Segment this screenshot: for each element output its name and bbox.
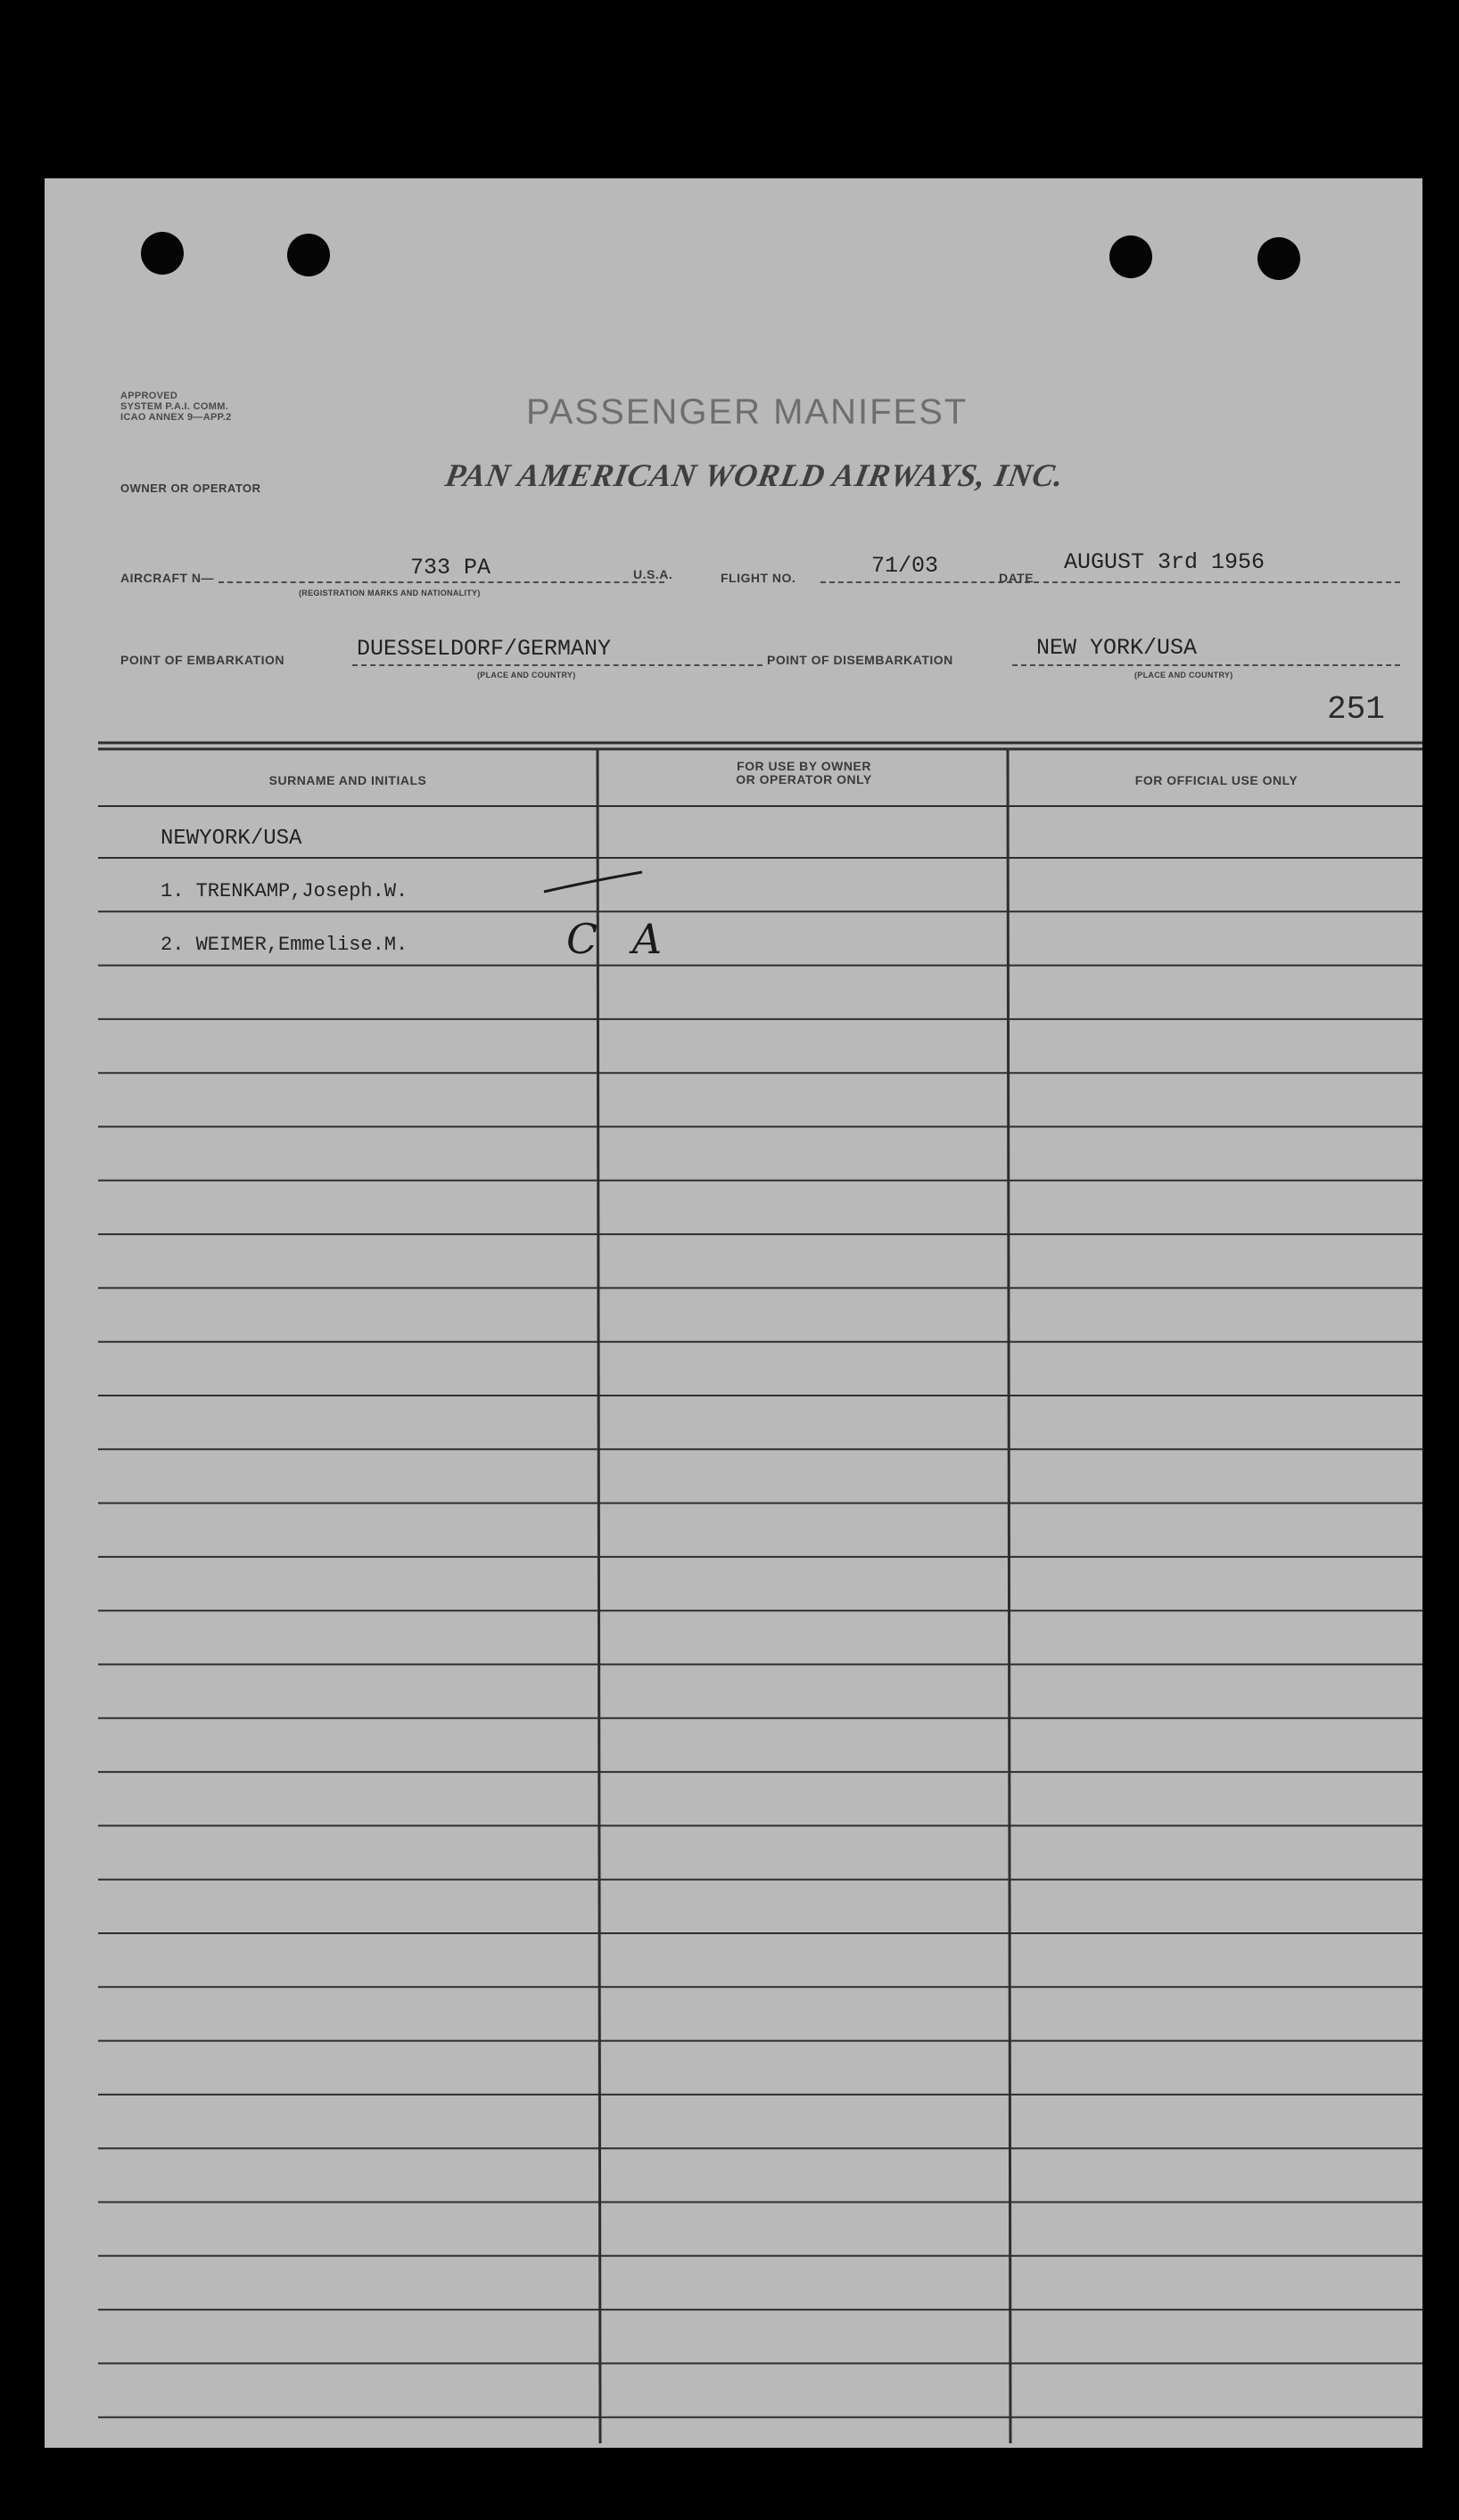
column-header-official-use: FOR OFFICIAL USE ONLY [1134,773,1298,787]
flight-label: FLIGHT NO. [721,571,796,585]
disembark-sublabel: (PLACE AND COUNTRY) [1134,671,1233,679]
embark-value: DUESSELDORF/GERMANY [357,636,612,662]
aircraft-label: AIRCRAFT N— [120,571,215,585]
destination-heading: NEWYORK/USA [161,827,302,851]
aircraft-sublabel: (REGISTRATION MARKS AND NATIONALITY) [299,589,481,597]
manifest-title: PASSENGER MANIFEST [526,392,969,432]
passenger-row-2: 2. WEIMER,Emmelise.M. [161,934,408,956]
owner-value: PAN AMERICAN WORLD AIRWAYS, INC. [442,457,1067,493]
column-header-owner-use: FOR USE BY OWNER OR OPERATOR ONLY [736,759,872,786]
column-header-surname: SURNAME AND INITIALS [268,773,427,787]
page-number: 251 [1327,691,1385,728]
disembark-value: NEW YORK/USA [1036,635,1198,661]
date-label: DATE [999,571,1034,585]
owner-label: OWNER OR OPERATOR [120,482,261,495]
handwritten-mark: C A [566,915,673,963]
manifest-table-grid [45,178,1422,2448]
approval-note: APPROVED SYSTEM P.A.I. COMM. ICAO ANNEX 9—APP.2 [120,391,232,423]
embark-sublabel: (PLACE AND COUNTRY) [477,671,576,679]
handwritten-dash [540,865,647,901]
usa-label: U.S.A. [633,567,673,581]
flight-value: 71/03 [871,553,939,579]
passenger-row-1: 1. TRENKAMP,Joseph.W. [161,880,408,902]
disembark-label: POINT OF DISEMBARKATION [767,653,953,667]
embark-label: POINT OF EMBARKATION [120,653,284,667]
aircraft-value: 733 PA [410,555,491,581]
date-value: AUGUST 3rd 1956 [1064,549,1265,575]
manifest-page [45,178,1422,2448]
